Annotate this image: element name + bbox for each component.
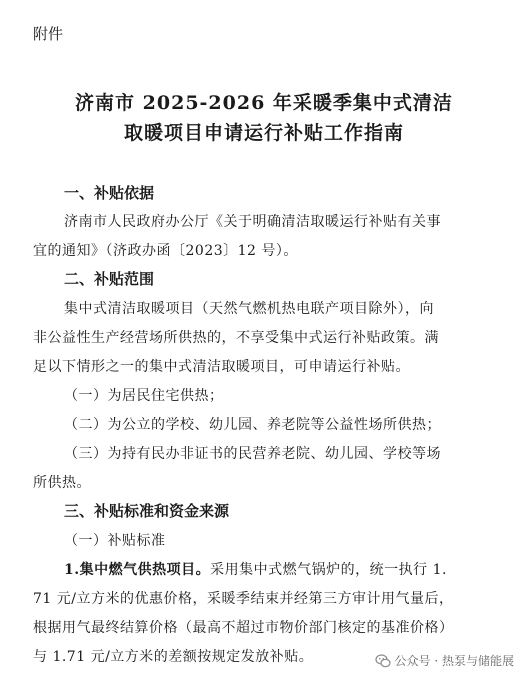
section-2-paragraph-line-2: 非公益性生产经营场所供热的，不享受集中式运行补贴政策。满: [33, 330, 439, 346]
section-2-paragraph-line-3: 足以下情形之一的集中式清洁取暖项目，可申请运行补贴。: [33, 359, 410, 375]
section-2-item-2: （二）为公立的学校、幼儿园、养老院等公益性场所供热；: [64, 417, 441, 433]
section-3-paragraph-line-1: [64, 559, 447, 579]
watermark: [375, 652, 514, 669]
annex-label: 附件: [33, 25, 64, 43]
section-3-paragraph-line-1-text: 采用集中式燃气锅炉的，统一执行 1.: [210, 562, 447, 578]
section-2-heading: 二、补贴范围: [64, 270, 155, 288]
section-3-item-1-title: 1.集中燃气供热项目。: [64, 562, 211, 578]
section-3-paragraph-line-4: 与 1.71 元/立方米的差额按规定发放补贴。: [33, 649, 314, 665]
document-title-line-2: 取暖项目申请运行补贴工作指南: [123, 122, 404, 144]
section-2-item-3-line-2: 所供热。: [33, 475, 91, 491]
section-3-paragraph-line-3: 根据用气最终结算价格（最高不超过市物价部门核定的基准价格）: [33, 620, 454, 636]
section-1-heading: 一、补贴依据: [64, 184, 155, 202]
section-2-item-1: （一）为居民住宅供热；: [64, 388, 224, 404]
document-title-line-1: 济南市 2025-2026 年采暖季集中式清洁: [75, 92, 453, 114]
wechat-icon: [375, 653, 391, 669]
section-2-paragraph-line-1: 集中式清洁取暖项目（天然气燃机热电联产项目除外），向: [64, 301, 434, 317]
section-1-paragraph-line-1: 济南市人民政府办公厅《关于明确清洁取暖运行补贴有关事: [64, 214, 441, 230]
section-2-item-3-line-1: （三）为持有民办非证书的民营养老院、幼儿园、学校等场: [64, 446, 441, 462]
section-1-paragraph-line-2: 宜的通知》（济政办函〔2023〕12 号）。: [33, 243, 298, 259]
section-3-paragraph-line-2: 71 元/立方米的优惠价格，采暖季结束并经第三方审计用气量后，: [33, 591, 454, 607]
section-3-subheading: （一）补贴标准: [64, 533, 166, 549]
watermark-text: 公众号 · 热泵与储能展: [394, 654, 514, 668]
section-3-heading: 三、补贴标准和资金来源: [64, 502, 230, 520]
